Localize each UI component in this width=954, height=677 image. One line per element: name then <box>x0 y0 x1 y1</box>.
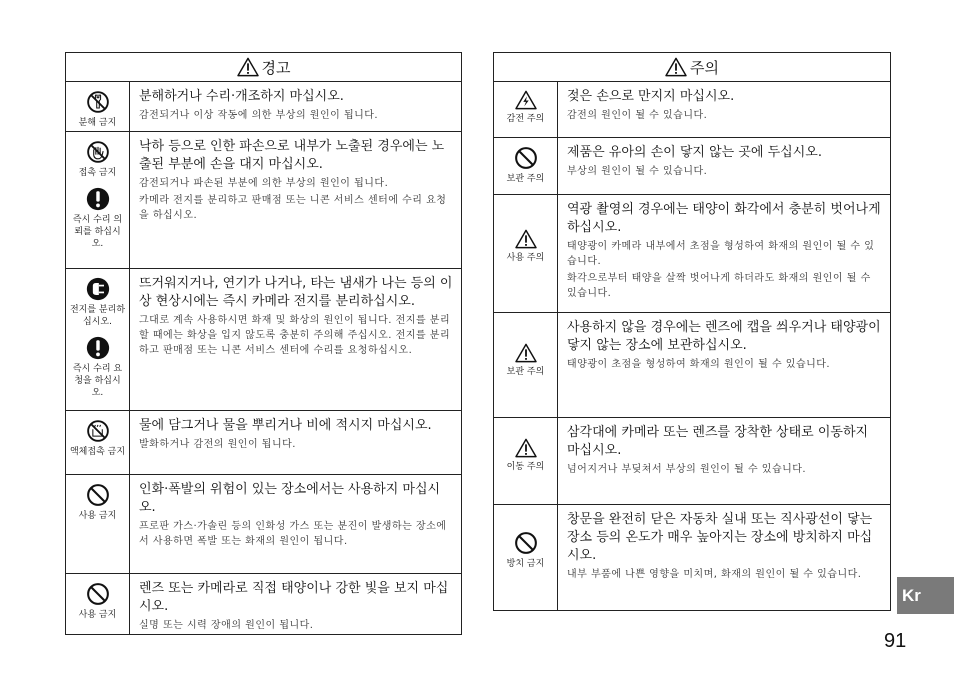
caution-desc: 내부 부품에 나쁜 영향을 미치며, 화재의 원인이 될 수 있습니다. <box>567 569 862 580</box>
warning-desc: 실명 또는 시력 장애의 원인이 됩니다. <box>139 620 314 631</box>
unplug-icon <box>86 277 110 301</box>
caution-title: 사용하지 않을 경우에는 렌즈에 캡을 씌우거나 태양광이 닿지 않는 장소에 보관하십시오. <box>567 320 881 353</box>
page-number: 91 <box>884 630 907 652</box>
icon-caption: 분해 금지 <box>78 118 117 128</box>
icon-caption: 사용 주의 <box>506 253 545 263</box>
warning-heading <box>66 53 461 82</box>
language-tab: Kr <box>897 577 954 614</box>
warning-row-overheating <box>66 269 461 411</box>
warning-row-flammable <box>66 475 461 574</box>
caution-heading-text: 주의 <box>690 58 719 77</box>
warning-desc: 감전되거나 파손된 부분에 의한 부상의 원인이 됩니다. <box>139 178 389 189</box>
icon-caption: 액체접촉 금지 <box>69 447 126 457</box>
warning-heading-text: 경고 <box>261 58 291 77</box>
caution-row-lens-cap <box>494 313 890 418</box>
icon-caption: 접촉 금지 <box>78 168 117 178</box>
warning-title: 인화·폭발의 위험이 있는 장소에서는 사용하지 마십시오. <box>139 482 441 515</box>
warning-title: 물에 담그거나 물을 뿌리거나 비에 적시지 마십시오. <box>139 418 432 433</box>
no-disassembly-icon <box>86 90 110 114</box>
caution-title: 삼각대에 카메라 또는 렌즈를 장착한 상태로 이동하지 마십시오. <box>567 425 869 458</box>
icon-caption: 보관 주의 <box>506 367 545 377</box>
caution-title: 창문을 완전히 닫은 자동차 실내 또는 직사광선이 닿는 장소 등의 온도가 매우 높아지는 장소에 방치하지 마십시오. <box>567 512 873 563</box>
caution-triangle-icon <box>515 438 537 458</box>
caution-desc: 태양광이 초점을 형성하여 화재의 원인이 될 수 있습니다. <box>567 359 831 370</box>
warning-desc: 프로판 가스·가솔린 등의 인화성 가스 또는 분진이 발생하는 장소에서 사용하면 폭발 또는 화재의 원인이 됩니다. <box>139 521 447 547</box>
warning-title: 낙하 등으로 인한 파손으로 내부가 노출된 경우에는 노출된 부분에 손을 대지 마십시오. <box>139 139 445 172</box>
caution-row-backlight <box>494 195 890 313</box>
caution-desc: 넘어지거나 부딪쳐서 부상의 원인이 될 수 있습니다. <box>567 464 807 475</box>
caution-title: 역광 촬영의 경우에는 태양이 화각에서 충분히 벗어나게 하십시오. <box>567 202 881 235</box>
warning-title: 뜨거워지거나, 연기가 나거나, 타는 냄새가 나는 등의 이상 현상시에는 즉시 카메라 전지를 분리하십시오. <box>139 276 453 309</box>
caution-desc: 화각으로부터 태양을 살짝 벗어나게 하더라도 화재의 원인이 될 수 있습니다. <box>567 273 871 299</box>
prohibited-icon <box>86 483 110 507</box>
prohibited-icon <box>514 531 538 555</box>
caution-desc: 감전의 원인이 될 수 있습니다. <box>567 110 708 121</box>
caution-row-hot-places <box>494 505 890 610</box>
warning-title: 분해하거나 수리·개조하지 마십시오. <box>139 89 344 104</box>
mandatory-action-icon <box>86 187 110 211</box>
warning-row-exposed-parts <box>66 132 461 269</box>
caution-desc: 부상의 원인이 될 수 있습니다. <box>567 166 708 177</box>
icon-caption: 사용 금지 <box>78 511 117 521</box>
mandatory-action-icon <box>86 336 110 360</box>
warning-desc: 감전되거나 이상 작동에 의한 부상의 원인이 됩니다. <box>139 110 379 121</box>
icon-caption: 즉시 수리 요청을 하십시오. <box>72 364 123 398</box>
icon-caption: 사용 금지 <box>78 610 117 620</box>
prohibited-icon <box>86 582 110 606</box>
caution-triangle-icon <box>515 343 537 363</box>
caution-row-tripod <box>494 418 890 505</box>
warning-row-water <box>66 411 461 475</box>
warning-panel <box>65 52 462 635</box>
icon-caption: 감전 주의 <box>506 114 545 124</box>
caution-title: 젖은 손으로 만지지 마십시오. <box>567 89 735 104</box>
caution-row-wet-hands <box>494 82 890 138</box>
caution-row-children <box>494 138 890 195</box>
no-touch-hand-icon <box>86 140 110 164</box>
caution-title: 제품은 유아의 손이 닿지 않는 곳에 두십시오. <box>567 145 822 160</box>
warning-desc: 그대로 계속 사용하시면 화재 및 화상의 원인이 됩니다. 전지를 분리할 때에는 화상을 입지 않도록 충분히 주의해 주십시오. 전지를 분리하고 판매점 또는 니콘 서비스 센터에 수리를 요청하십시오. <box>139 315 451 356</box>
warning-row-disassembly <box>66 82 461 132</box>
caution-desc: 태양광이 카메라 내부에서 초점을 형성하여 화재의 원인이 될 수 있습니다. <box>567 241 875 267</box>
caution-triangle-icon <box>515 229 537 249</box>
icon-caption: 이동 주의 <box>506 462 545 472</box>
warning-desc: 카메라 전지를 분리하고 판매점 또는 니콘 서비스 센터에 수리 요청을 하십시오. <box>139 195 447 221</box>
caution-triangle-icon <box>665 57 687 77</box>
icon-caption: 전지를 분리하십시오. <box>69 305 126 327</box>
caution-heading <box>494 53 890 82</box>
no-liquid-icon <box>86 419 110 443</box>
icon-caption: 즉시 수리 의뢰를 하십시오. <box>72 215 123 249</box>
warning-desc: 발화하거나 감전의 원인이 됩니다. <box>139 439 296 450</box>
icon-caption: 보관 주의 <box>506 174 545 184</box>
prohibited-icon <box>514 146 538 170</box>
warning-triangle-icon <box>237 57 259 77</box>
electric-shock-icon <box>515 90 537 110</box>
caution-panel <box>493 52 891 611</box>
warning-row-sun <box>66 574 461 634</box>
warning-title: 렌즈 또는 카메라로 직접 태양이나 강한 빛을 보지 마십시오. <box>139 581 449 614</box>
icon-caption: 방치 금지 <box>506 559 545 569</box>
